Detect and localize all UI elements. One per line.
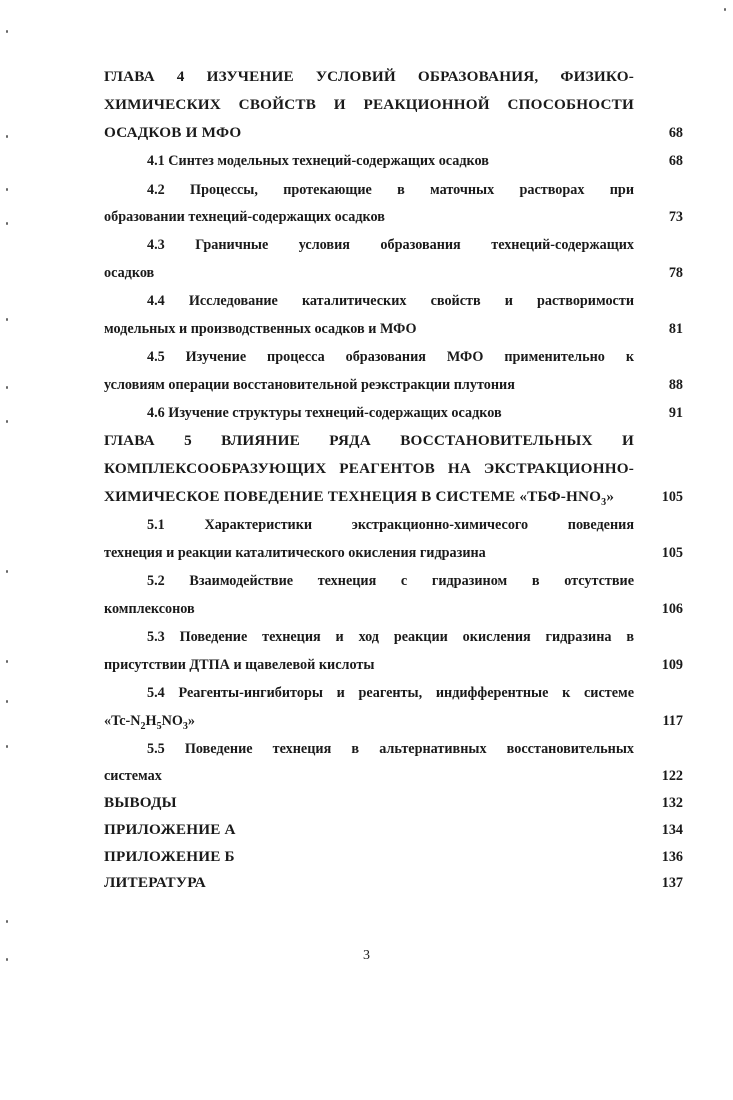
scan-speck [724,8,726,11]
scan-speck [6,700,8,703]
section-5-4-sub-2: 5 [156,720,162,732]
chapter-5-title-subscript: 3 [601,497,607,509]
page-number: 3 [363,948,370,963]
section-4-1: 4.1 Синтез модельных технеций-содержащих осадков [147,153,489,169]
section-5-3-line-2: присутствии ДТПА и щавелевой кислоты [104,657,375,673]
scan-speck [6,188,8,191]
section-4-4-page: 81 [668,321,683,337]
section-4-5-page: 88 [668,377,683,393]
section-4-2-line-2: образовании технеций-содержащих осадков [104,209,385,225]
scan-speck [6,386,8,389]
scan-speck [6,135,8,138]
section-5-4-line-2 [104,712,634,730]
section-5-4-formula-b: H [145,713,157,729]
section-5-4-formula-a: «Tc-N [104,713,141,729]
section-4-4-line-1: 4.4 Исследование каталитических свойств и растворимости [147,293,634,309]
section-4-4-line-2: модельных и производственных осадков и МФО [104,321,417,337]
section-4-6: 4.6 Изучение структуры технеций-содержащих осадков [147,405,502,421]
section-5-4-sub-1: 2 [140,720,146,732]
section-5-1-page: 105 [661,545,683,561]
section-5-5-line-1: 5.5 Поведение технеция в альтернативных восстановительных [147,741,634,757]
literature-page: 137 [661,875,683,891]
conclusions-page: 132 [661,795,683,811]
chapter-5-page: 105 [661,489,683,505]
section-4-5-line-2: условиям операции восстановительной реэкстракции плутония [104,377,515,393]
section-5-4-formula-c: NO [161,713,183,729]
conclusions-heading: ВЫВОДЫ [104,794,177,811]
chapter-5-title-line-1: ГЛАВА 5 ВЛИЯНИЕ РЯДА ВОССТАНОВИТЕЛЬНЫХ И [104,432,634,449]
section-4-2-page: 73 [668,209,683,225]
scan-speck [6,318,8,321]
section-5-4-line-1: 5.4 Реагенты-ингибиторы и реагенты, индифферентные к системе [147,685,634,701]
section-5-4-sub-3: 3 [182,720,188,732]
scan-speck [6,570,8,573]
scan-speck [6,920,8,923]
section-4-5-line-1: 4.5 Изучение процесса образования МФО применительно к [147,349,634,365]
section-5-4-page: 117 [662,713,683,729]
section-4-3-line-1: 4.3 Граничные условия образования технеций-содержащих [147,237,634,253]
appendix-b-page: 136 [661,849,683,865]
section-5-2-page: 106 [661,601,683,617]
scan-speck [6,958,8,961]
scan-speck [6,222,8,225]
chapter-4-page: 68 [668,125,683,141]
chapter-4-title-line-1: ГЛАВА 4 ИЗУЧЕНИЕ УСЛОВИЙ ОБРАЗОВАНИЯ, ФИЗИКО- [104,68,634,85]
chapter-4-title-line-2: ХИМИЧЕСКИХ СВОЙСТВ И РЕАКЦИОННОЙ СПОСОБНОСТИ [104,96,634,113]
section-4-6-page: 91 [668,405,683,421]
section-4-3-page: 78 [668,265,683,281]
appendix-a-heading: ПРИЛОЖЕНИЕ А [104,821,236,838]
appendix-a-page: 134 [661,822,683,838]
chapter-4-title-line-3: ОСАДКОВ И МФО [104,124,242,141]
section-4-1-page: 68 [668,153,683,169]
chapter-5-title-line-2: КОМПЛЕКСООБРАЗУЮЩИХ РЕАГЕНТОВ НА ЭКСТРАКЦИОННО- [104,460,634,477]
section-5-3-page: 109 [661,657,683,673]
section-5-1-line-1: 5.1 Характеристики экстракционно-химичесого поведения [147,517,634,533]
section-4-3-line-2: осадков [104,265,155,281]
section-5-4-formula-d: » [187,713,195,729]
section-5-5-line-2: системах [104,768,162,784]
section-5-2-line-2: комплексонов [104,601,195,617]
section-4-2-line-1: 4.2 Процессы, протекающие в маточных растворах при [147,182,634,198]
scan-speck [6,745,8,748]
scan-speck [6,420,8,423]
chapter-5-title-line-3-text: ХИМИЧЕСКОЕ ПОВЕДЕНИЕ ТЕХНЕЦИЯ В СИСТЕМЕ «ТБФ-HNO [104,488,602,505]
section-5-1-line-2: технеция и реакции каталитического окисления гидразина [104,545,486,561]
chapter-5-title-line-3-end: » [606,488,615,505]
section-5-2-line-1: 5.2 Взаимодействие технеция с гидразином в отсутствие [147,573,634,589]
chapter-5-title-line-3 [104,488,649,509]
scan-speck [6,30,8,33]
appendix-b-heading: ПРИЛОЖЕНИЕ Б [104,848,235,865]
literature-heading: ЛИТЕРАТУРА [104,874,206,891]
scan-speck [6,660,8,663]
section-5-5-page: 122 [661,768,683,784]
section-5-3-line-1: 5.3 Поведение технеция и ход реакции окисления гидразина в [147,629,634,645]
